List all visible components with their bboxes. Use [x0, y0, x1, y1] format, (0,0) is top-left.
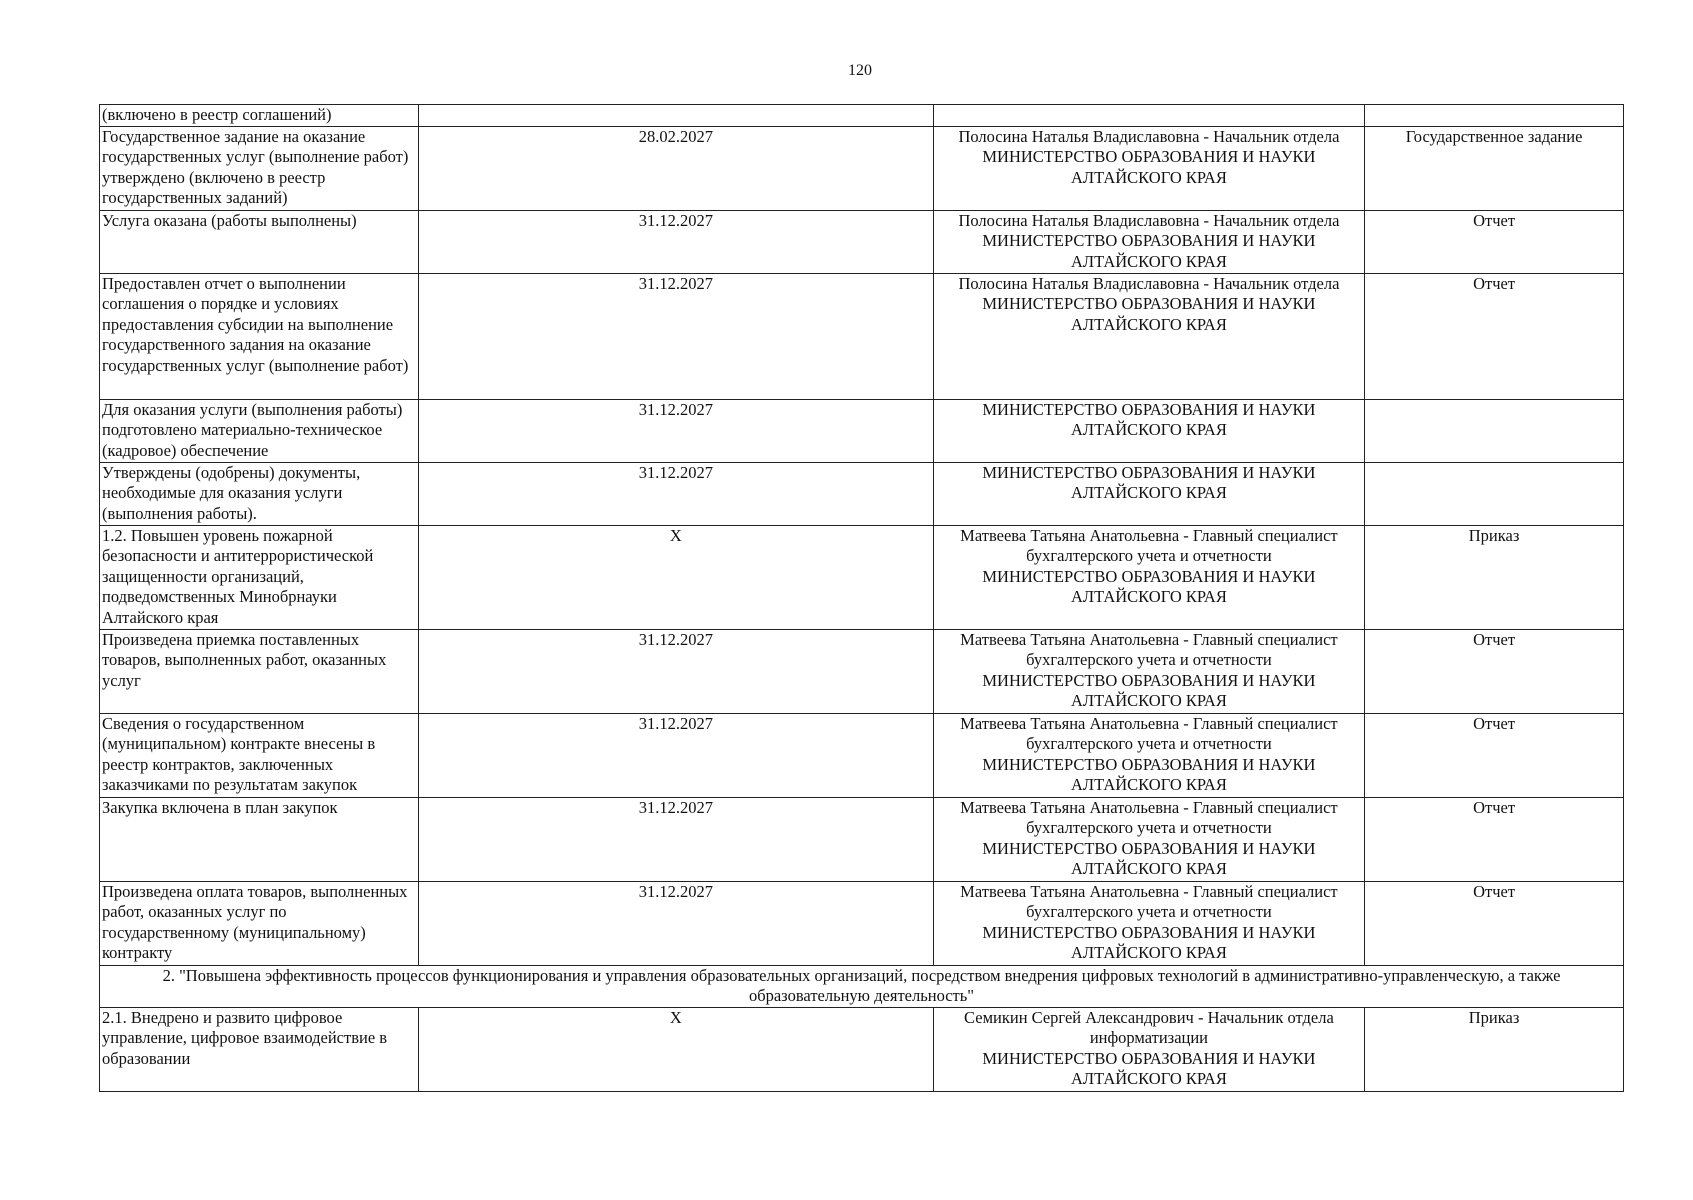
deadline-cell: 31.12.2027	[419, 273, 934, 399]
responsible-line: МИНИСТЕРСТВО ОБРАЗОВАНИЯ И НАУКИ	[982, 838, 1316, 858]
result-name-cell: Сведения о государственном (муниципальном) контракте внесены в реестр контрактов, заключенных заказчиками по результатам закупок	[100, 713, 419, 797]
responsible-cell	[933, 713, 1364, 797]
table-body	[100, 105, 1624, 1092]
deadline-cell: 28.02.2027	[419, 126, 934, 210]
responsible-line: бухгалтерского учета и отчетности	[1026, 650, 1272, 669]
responsible-line: АЛТАЙСКОГО КРАЯ	[1070, 775, 1227, 794]
table-row	[100, 210, 1624, 273]
responsible-line: Полосина Наталья Владиславовна - Начальник отдела	[958, 126, 1340, 146]
document-type-cell	[1365, 399, 1624, 462]
section-heading: 2. "Повышена эффективность процессов функционирования и управления образовательных организаций, посредством внедрения цифровых технологий в административно-управленческую, а также образовательную деятельность"	[100, 965, 1624, 1007]
responsible-line: Полосина Наталья Владиславовна - Начальник отдела	[958, 210, 1340, 230]
deadline-cell: 31.12.2027	[419, 629, 934, 713]
document-type-cell: Отчет	[1365, 210, 1624, 273]
responsible-line: АЛТАЙСКОГО КРАЯ	[1070, 251, 1227, 271]
table-row	[100, 273, 1624, 399]
document-type-cell: Приказ	[1365, 525, 1624, 629]
responsible-line: Семикин Сергей Александрович - Начальник отдела	[964, 1007, 1334, 1027]
table-row	[100, 462, 1624, 525]
table-row	[100, 797, 1624, 881]
responsible-line: МИНИСТЕРСТВО ОБРАЗОВАНИЯ И НАУКИ	[982, 1048, 1316, 1068]
table-row	[100, 126, 1624, 210]
responsible-line: МИНИСТЕРСТВО ОБРАЗОВАНИЯ И НАУКИ	[982, 231, 1316, 250]
deadline-cell: 31.12.2027	[419, 210, 934, 273]
document-type-cell: Отчет	[1365, 629, 1624, 713]
responsible-line: АЛТАЙСКОГО КРАЯ	[1070, 314, 1227, 334]
responsible-line: МИНИСТЕРСТВО ОБРАЗОВАНИЯ И НАУКИ	[982, 462, 1316, 482]
responsible-line: АЛТАЙСКОГО КРАЯ	[1070, 691, 1227, 710]
document-type-cell: Отчет	[1365, 273, 1624, 399]
responsible-line: АЛТАЙСКОГО КРАЯ	[1070, 483, 1227, 502]
table-row	[100, 1007, 1624, 1091]
responsible-cell	[933, 399, 1364, 462]
result-name-cell: (включено в реестр соглашений)	[100, 105, 419, 127]
responsible-line: АЛТАЙСКОГО КРАЯ	[1070, 167, 1227, 187]
responsible-line: АЛТАЙСКОГО КРАЯ	[1070, 587, 1227, 606]
responsible-line: МИНИСТЕРСТВО ОБРАЗОВАНИЯ И НАУКИ	[982, 670, 1316, 690]
responsible-cell	[933, 881, 1364, 965]
responsible-cell	[933, 462, 1364, 525]
result-name-cell: Произведена оплата товаров, выполненных работ, оказанных услуг по государственному (муниципальному) контракту	[100, 881, 419, 965]
responsible-line: Матвеева Татьяна Анатольевна - Главный специалист	[960, 797, 1338, 817]
responsible-cell	[933, 797, 1364, 881]
responsible-cell	[933, 105, 1364, 127]
deadline-cell: X	[419, 525, 934, 629]
responsible-line: бухгалтерского учета и отчетности	[1026, 546, 1272, 565]
measures-table	[99, 104, 1624, 1092]
responsible-line: МИНИСТЕРСТВО ОБРАЗОВАНИЯ И НАУКИ	[982, 754, 1316, 774]
responsible-line: бухгалтерского учета и отчетности	[1026, 818, 1272, 837]
responsible-line: информатизации	[1089, 1028, 1209, 1047]
responsible-line: Матвеева Татьяна Анатольевна - Главный специалист	[960, 713, 1338, 733]
document-type-cell: Отчет	[1365, 713, 1624, 797]
table-row	[100, 525, 1624, 629]
deadline-cell: 31.12.2027	[419, 399, 934, 462]
result-name-cell: 2.1. Внедрено и развито цифровое управление, цифровое взаимодействие в образовании	[100, 1007, 419, 1091]
document-type-cell: Отчет	[1365, 797, 1624, 881]
responsible-cell	[933, 210, 1364, 273]
responsible-cell	[933, 525, 1364, 629]
responsible-line: МИНИСТЕРСТВО ОБРАЗОВАНИЯ И НАУКИ	[982, 294, 1316, 313]
result-name-cell: Государственное задание на оказание государственных услуг (выполнение работ) утверждено (включено в реестр государственных заданий)	[100, 126, 419, 210]
result-name-cell: Предоставлен отчет о выполнении соглашения о порядке и условиях предоставления субсидии на выполнение государственного задания на оказание государственных услуг (выполнение работ)	[100, 273, 419, 399]
responsible-line: МИНИСТЕРСТВО ОБРАЗОВАНИЯ И НАУКИ	[982, 922, 1316, 942]
responsible-line: Матвеева Татьяна Анатольевна - Главный специалист	[960, 881, 1338, 901]
table-row	[100, 881, 1624, 965]
responsible-line: АЛТАЙСКОГО КРАЯ	[1070, 1069, 1227, 1088]
deadline-cell: 31.12.2027	[419, 462, 934, 525]
deadline-cell: 31.12.2027	[419, 713, 934, 797]
responsible-line: АЛТАЙСКОГО КРАЯ	[1070, 943, 1227, 962]
deadline-cell: 31.12.2027	[419, 797, 934, 881]
responsible-line: бухгалтерского учета и отчетности	[1026, 734, 1272, 753]
document-type-cell: Отчет	[1365, 881, 1624, 965]
responsible-line: бухгалтерского учета и отчетности	[1026, 902, 1272, 921]
responsible-cell	[933, 1007, 1364, 1091]
responsible-line: АЛТАЙСКОГО КРАЯ	[1070, 420, 1227, 439]
document-type-cell: Государственное задание	[1365, 126, 1624, 210]
responsible-line: Полосина Наталья Владиславовна - Начальник отдела	[958, 273, 1340, 293]
responsible-cell	[933, 273, 1364, 399]
section-row	[100, 965, 1624, 1007]
result-name-cell: Для оказания услуги (выполнения работы) подготовлено материально-техническое (кадровое) обеспечение	[100, 399, 419, 462]
table-row	[100, 105, 1624, 127]
document-type-cell: Приказ	[1365, 1007, 1624, 1091]
result-name-cell: Услуга оказана (работы выполнены)	[100, 210, 419, 273]
document-type-cell	[1365, 462, 1624, 525]
responsible-line: Матвеева Татьяна Анатольевна - Главный специалист	[960, 525, 1338, 545]
table-row	[100, 629, 1624, 713]
responsible-cell	[933, 629, 1364, 713]
page-number: 120	[848, 62, 872, 79]
table-row	[100, 399, 1624, 462]
responsible-line: МИНИСТЕРСТВО ОБРАЗОВАНИЯ И НАУКИ	[982, 147, 1316, 166]
deadline-cell: X	[419, 1007, 934, 1091]
responsible-line: Матвеева Татьяна Анатольевна - Главный специалист	[960, 629, 1338, 649]
responsible-line: МИНИСТЕРСТВО ОБРАЗОВАНИЯ И НАУКИ	[982, 399, 1316, 419]
table-row	[100, 713, 1624, 797]
responsible-cell	[933, 126, 1364, 210]
result-name-cell: Утверждены (одобрены) документы, необходимые для оказания услуги (выполнения работы).	[100, 462, 419, 525]
document-type-cell	[1365, 105, 1624, 127]
responsible-line: МИНИСТЕРСТВО ОБРАЗОВАНИЯ И НАУКИ	[982, 566, 1316, 586]
deadline-cell: 31.12.2027	[419, 881, 934, 965]
result-name-cell: Закупка включена в план закупок	[100, 797, 419, 881]
result-name-cell: Произведена приемка поставленных товаров, выполненных работ, оказанных услуг	[100, 629, 419, 713]
deadline-cell	[419, 105, 934, 127]
responsible-line: АЛТАЙСКОГО КРАЯ	[1070, 859, 1227, 878]
result-name-cell: 1.2. Повышен уровень пожарной безопасности и антитеррористической защищенности организаций, подведомственных Минобрнауки Алтайского края	[100, 525, 419, 629]
